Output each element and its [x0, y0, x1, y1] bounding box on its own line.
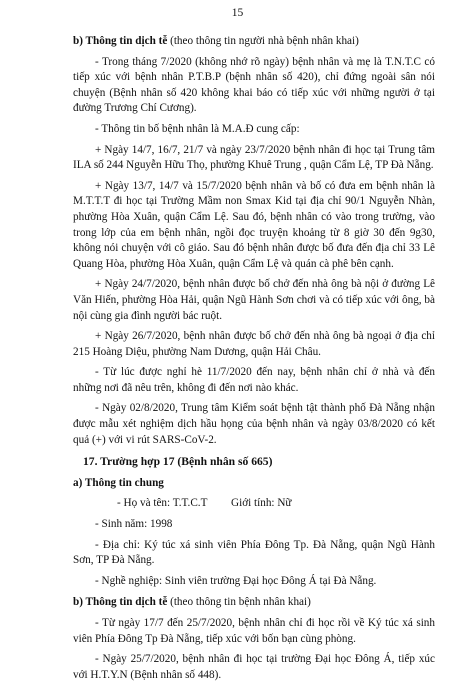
- case-title: 17. Trường hợp 17 (Bệnh nhân số 665): [83, 455, 273, 469]
- paragraph: + Ngày 13/7, 14/7 và 15/7/2020 bệnh nhân và bố có đưa em bệnh nhân là M.T.T.T đi học tại Trường Mầm non Smax Kid tại địa chỉ 90/1 Nguyễn Nhàn, phường Hòa Xuân, quận Cẩm Lệ. Sau đó, bệnh nhân có vào trong trường, vào trong lớp của em bệnh nhân, ngồi đọc truyện khoảng từ 8 giờ 30 đến 9g30, không nói chuyện với cô giáo. Sau đó bệnh nhân được bố đưa đến địa chỉ 33 Lê Quang Hòa, phường Hòa Xuân, quận Cẩm Lệ và quán cà phê bên cạnh.: [73, 179, 435, 270]
- name-line: [73, 496, 435, 512]
- heading-text: b) Thông tin dịch tễ: [73, 596, 168, 609]
- paragraph: - Từ ngày 17/7 đến 25/7/2020, bệnh nhân chỉ đi học rồi về Ký túc xá sinh viên Phía Đông Tp Đà Nẵng, tiếp xúc với bốn bạn cùng phòng.: [73, 617, 435, 645]
- paragraph: - Ngày 02/8/2020, Trung tâm Kiểm soát bệnh tật thành phố Đà Nẵng nhận được mẫu xét nghiệm dịch hầu họng của bệnh nhân và ngày 03/8/2020 có kết quả (+) với vi rút SARS-CoV-2.: [73, 402, 435, 446]
- heading-text: b) Thông tin dịch tễ: [73, 35, 168, 47]
- paragraph: + Ngày 24/7/2020, bệnh nhân được bố chở đến nhà ông bà nội ở đường Lê Văn Hiến, phường Hòa Hải, quận Ngũ Hành Sơn chơi và có tiếp xúc với ông, bà nội cùng gia đình người bác ruột.: [73, 278, 435, 322]
- address-line: - Địa chỉ: Ký túc xá sinh viên Phía Đông Tp. Đà Nẵng, quận Ngũ Hành Sơn, TP Đà Nẵng.: [73, 538, 435, 567]
- birth-year-line: - Sinh năm: 1998: [95, 518, 173, 531]
- patient-name: - Họ và tên: T.T.C.T: [117, 497, 208, 510]
- section-heading-epidemiology-case17: [73, 595, 435, 611]
- occupation-line: - Nghề nghiệp: Sinh viên trường Đại học Đông Á tại Đà Nẵng.: [95, 574, 377, 587]
- section-heading-epidemiology: [73, 34, 435, 50]
- paragraph: - Trong tháng 7/2020 (không nhớ rõ ngày) bệnh nhân và mẹ là T.N.T.C có tiếp xúc với bệnh nhân P.T.B.P (bệnh nhân số 420), chỉ đứng ngoài sân nói chuyện (Bệnh nhân số 420 không khai báo có tiếp xúc với những người ở tại đường Trương Chí Cương).: [73, 55, 435, 115]
- section-heading-general: a) Thông tin chung: [73, 476, 164, 489]
- paragraph: - Thông tin bố bệnh nhân là M.A.Đ cung cấp:: [95, 122, 300, 135]
- paragraph: - Từ lúc được nghỉ hè 11/7/2020 đến nay, bệnh nhân chỉ ở nhà và đến những nơi đã nêu trên, không đi đến nơi nào khác.: [73, 366, 435, 394]
- heading-note: (theo thông tin người nhà bệnh nhân khai): [167, 35, 359, 47]
- page-number: 15: [231, 7, 244, 19]
- document-body: [73, 0, 435, 683]
- patient-gender: Giới tính: Nữ: [231, 497, 292, 510]
- paragraph: + Ngày 26/7/2020, bệnh nhân được bố chở đến nhà ông bà ngoại ở địa chỉ 215 Hoàng Diệu, phường Nam Dương, quận Hải Châu.: [73, 330, 435, 358]
- heading-note: (theo thông tin bệnh nhân khai): [167, 596, 311, 609]
- paragraph: - Ngày 25/7/2020, bệnh nhân đi học tại trường Đại học Đông Á, tiếp xúc với H.T.Y.N (Bệnh nhân số 448).: [73, 653, 435, 681]
- paragraph: + Ngày 14/7, 16/7, 21/7 và ngày 23/7/2020 bệnh nhân đi học tại Trung tâm ILA số 244 Nguyễn Hữu Thọ, phường Khuê Trung , quận Cẩm Lệ, TP Đà Nẵng.: [73, 143, 435, 172]
